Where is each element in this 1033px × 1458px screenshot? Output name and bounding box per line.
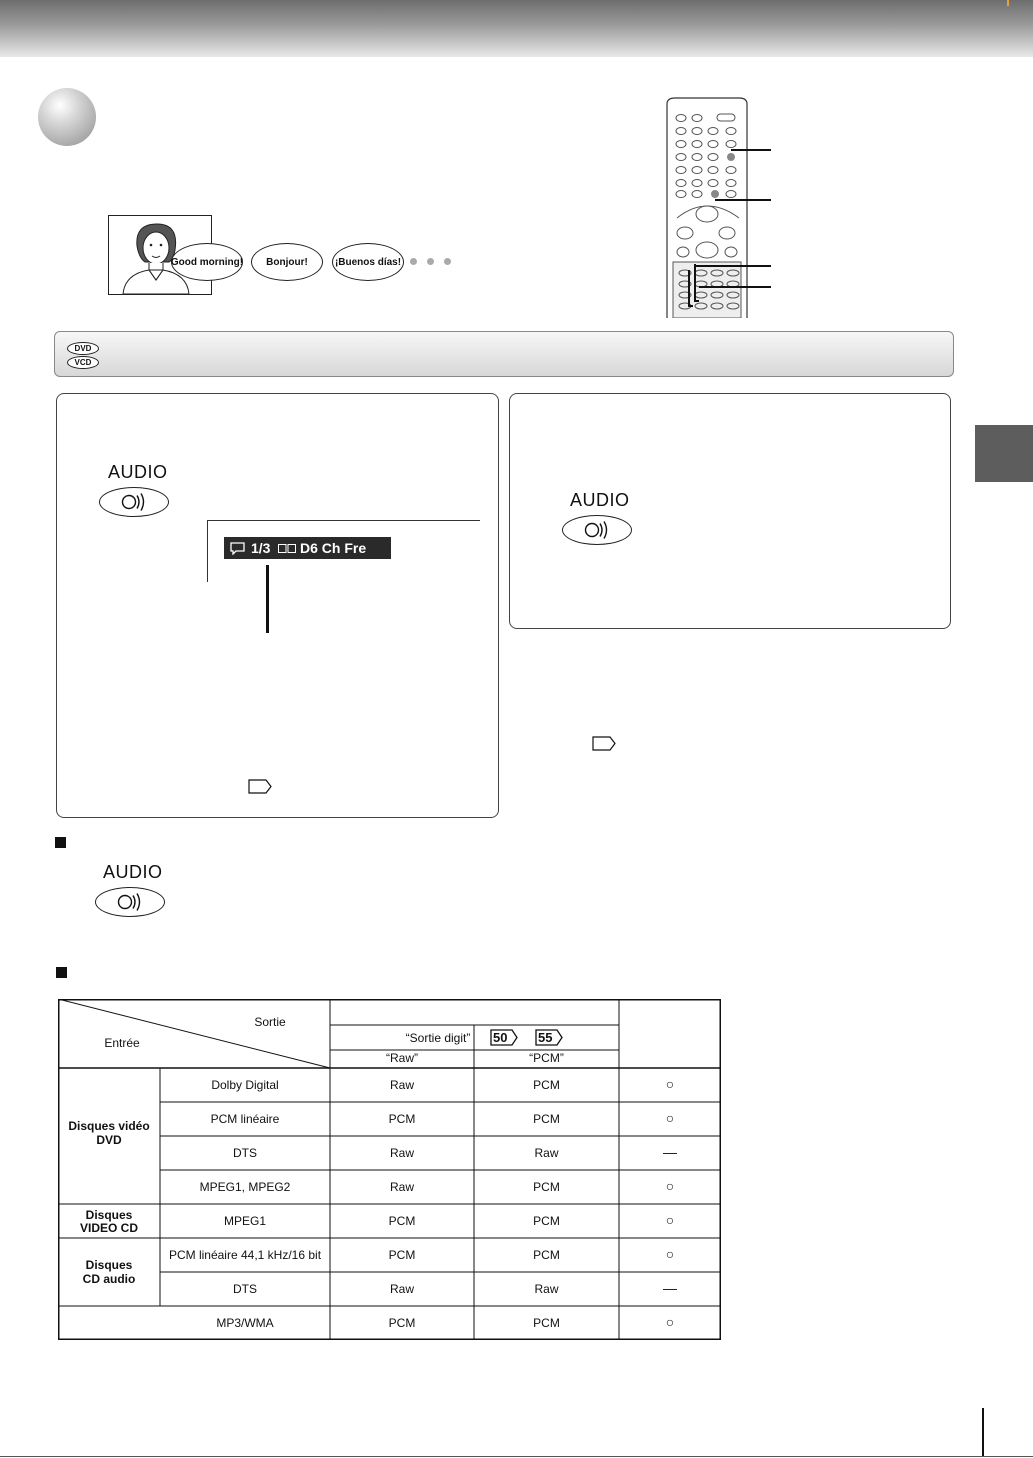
group-label-line: Disques vidéo <box>68 1119 150 1133</box>
cell-pcm: PCM <box>533 1078 560 1092</box>
audio-osd-display <box>224 537 391 559</box>
audio-button-label: AUDIO <box>108 462 168 482</box>
audio-wave-icon <box>100 488 168 516</box>
cell-format: MP3/WMA <box>216 1316 274 1330</box>
cell-mark: — <box>663 1280 677 1296</box>
speech-bubble-english: Good morning! <box>171 243 243 281</box>
osd-audio-format: D6 Ch Fre <box>300 540 367 556</box>
audio-button-label: AUDIO <box>103 862 163 882</box>
page-bottom-rule <box>0 1456 1033 1457</box>
section-marker-icon <box>55 837 66 848</box>
disc-type-bar <box>54 331 954 377</box>
cell-raw: Raw <box>389 1078 414 1092</box>
speech-icon <box>230 542 245 555</box>
cell-pcm: PCM <box>533 1112 560 1126</box>
audio-change-panel <box>509 393 951 629</box>
page-ref-number: 50 <box>493 1030 508 1045</box>
cell-mark: ○ <box>665 1110 675 1126</box>
section-circle-icon <box>38 88 96 146</box>
audio-wave-icon <box>563 516 631 544</box>
cell-mark: ○ <box>665 1314 675 1330</box>
cell-format: PCM linéaire <box>210 1112 280 1126</box>
table-group-vcd <box>58 1209 160 1235</box>
cell-format: MPEG1, MPEG2 <box>199 1180 291 1194</box>
audio-button-label: AUDIO <box>570 490 630 510</box>
cell-mark: ○ <box>665 1212 675 1228</box>
speech-bubble-french: Bonjour! <box>251 243 323 281</box>
cell-raw: Raw <box>389 1282 414 1296</box>
cell-raw: PCM <box>388 1112 416 1126</box>
cell-raw: Raw <box>389 1146 414 1160</box>
audio-language-panel <box>56 393 499 818</box>
page-reference-icon <box>248 779 272 794</box>
group-label-line: VIDEO CD <box>79 1221 138 1235</box>
screen-frame-line <box>207 520 208 582</box>
table-subheader-raw: “Raw” <box>386 1051 418 1065</box>
osd-pointer-line <box>266 565 269 633</box>
cell-format: MPEG1 <box>223 1214 266 1228</box>
cell-mark: ○ <box>665 1246 675 1262</box>
remote-callout-line <box>695 265 771 267</box>
remote-callout-line <box>699 286 771 288</box>
osd-track-number: 1/3 <box>251 540 271 556</box>
cell-format: PCM linéaire 44,1 kHz/16 bit <box>168 1248 322 1262</box>
ellipsis-dot <box>410 258 417 265</box>
group-label-line: DVD <box>96 1133 122 1147</box>
cell-raw: PCM <box>388 1214 416 1228</box>
cell-pcm: Raw <box>534 1282 559 1296</box>
group-label-line: Disques <box>85 1258 133 1272</box>
cell-pcm: Raw <box>534 1146 559 1160</box>
cell-pcm: PCM <box>533 1180 560 1194</box>
cell-format: DTS <box>233 1146 257 1160</box>
cell-format: DTS <box>233 1282 257 1296</box>
audio-button[interactable] <box>562 515 632 545</box>
speech-bubble-spanish: ¡Buenos días! <box>332 243 404 281</box>
cell-pcm: PCM <box>533 1248 560 1262</box>
table-subheader-pcm: “PCM” <box>529 1051 564 1065</box>
table-header-entree: Entrée <box>104 1036 140 1050</box>
cell-pcm: PCM <box>533 1214 560 1228</box>
remote-callout-line <box>715 199 771 201</box>
remote-control-icon <box>665 96 749 318</box>
remote-callout-line <box>731 149 771 151</box>
group-label-line: Disques <box>85 1208 133 1222</box>
screen-frame-line <box>207 520 480 521</box>
ellipsis-dot <box>444 258 451 265</box>
audio-button[interactable] <box>99 487 169 517</box>
page-ref-number: 55 <box>538 1030 553 1045</box>
dolby-double-d-icon <box>278 544 296 553</box>
page-ref-badge-55 <box>535 1029 563 1046</box>
cell-mark: ○ <box>665 1076 675 1092</box>
audio-wave-icon <box>96 888 164 916</box>
page-number-rule <box>982 1408 984 1456</box>
dvd-badge-icon: DVD <box>67 342 99 355</box>
audio-button[interactable] <box>95 887 165 917</box>
cell-raw: Raw <box>389 1180 414 1194</box>
cell-mark: — <box>663 1144 677 1160</box>
page-reference-icon <box>592 736 616 751</box>
ellipsis-dot <box>427 258 434 265</box>
table-header-sortie: Sortie <box>254 1015 286 1029</box>
table-group-cd <box>58 1258 160 1286</box>
group-label-line: CD audio <box>82 1272 136 1286</box>
chapter-side-tab <box>975 425 1033 482</box>
vcd-badge-icon: VCD <box>67 356 99 369</box>
cell-raw: PCM <box>388 1248 416 1262</box>
table-header-sortie-digit: “Sortie digit” <box>405 1031 471 1045</box>
header-accent-mark <box>1007 0 1009 6</box>
cell-raw: PCM <box>388 1316 416 1330</box>
header-band <box>0 0 1033 57</box>
table-group-dvd <box>58 1119 160 1147</box>
cell-pcm: PCM <box>533 1316 560 1330</box>
cell-mark: ○ <box>665 1178 675 1194</box>
cell-format: Dolby Digital <box>211 1078 279 1092</box>
section-marker-icon <box>56 967 67 978</box>
page-ref-badge-50 <box>490 1029 518 1046</box>
